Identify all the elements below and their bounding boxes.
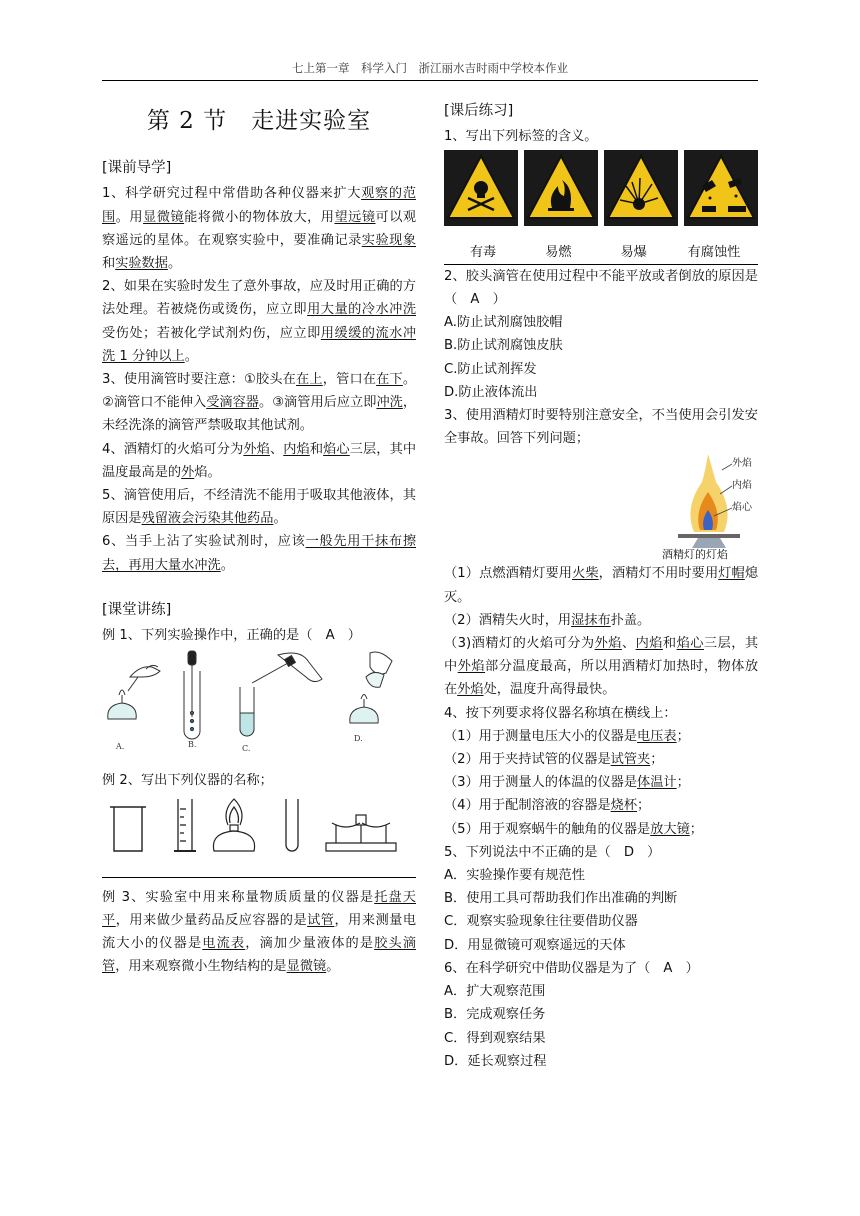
question-4: 4、酒精灯的火焰可分为外焰、内焰和焰心三层，其中温度最高是的外焰。 (102, 441, 417, 480)
q4-item-2: （2）用于夹持试管的仪器是试管夹； (444, 752, 664, 768)
hazard-sign-answers (444, 241, 758, 265)
q6-option-d: D．延长观察过程 (444, 1053, 547, 1069)
balance-scale-icon (326, 815, 396, 851)
q2-option-d: D.防止液体流出 (444, 384, 538, 400)
operation-a-figure (108, 666, 160, 720)
hw-question-3-1: （1）点燃酒精灯要用火柴，酒精灯不用时要用灯帽熄灭。 (444, 566, 759, 605)
lab-operations-figure (102, 647, 416, 757)
beaker-icon (110, 807, 146, 851)
graduated-cylinder-icon (174, 799, 196, 851)
option-a-label: A. (116, 742, 125, 752)
example-2: 例 2、写出下列仪器的名称； (102, 773, 273, 789)
sign-answer-corrosive: 有腐蚀性 (687, 244, 741, 260)
q4-item-4: （4）用于配制溶液的容器是烧杯； (444, 798, 651, 814)
q5-option-c: C．观察实验现象往往要借助仪器 (444, 914, 638, 930)
page-header: 七上第一章 科学入门 浙江丽水吉时雨中学校本作业 (292, 61, 568, 75)
question-3: 3、使用滴管时要注意：①胶头在在上，管口在在下。②滴管口不能伸入受滴容器。③滴管用后应立即冲洗，未经洗涤的滴管严禁吸取其他试剂。 (102, 372, 417, 434)
question-5: 5、滴管使用后，不经清洗不能用于吸取其他液体，其原因是残留液会污染其他药品。 (102, 488, 416, 527)
flame-label-core: 焰心 (732, 502, 752, 514)
question-6: 6、当手上沾了实验试剂时，应该一般先用干抹布擦去，再用大量水冲洗。 (102, 534, 417, 573)
hw-question-2: 2、胶头滴管在使用过程中不能平放或者倒放的原因是（ A ） (444, 268, 758, 308)
answer-blank-line (102, 877, 416, 878)
pre-study-heading: [课前导学] (102, 160, 172, 177)
flame-caption: 酒精灯的灯焰 (662, 548, 728, 562)
q2-option-b: B.防止试剂腐蚀皮肤 (444, 338, 563, 354)
option-b-label: B. (188, 740, 197, 750)
sign-answer-explosive: 易爆 (620, 244, 647, 260)
hw-question-6: 6、在科学研究中借助仪器是为了（ A ） (444, 960, 699, 976)
header-rule (102, 80, 758, 81)
instruments-figure (102, 793, 416, 863)
q4-item-1: （1）用于测量电压大小的仪器是电压表； (444, 728, 690, 744)
flame-figure (444, 450, 758, 562)
example-1: 例 1、下列实验操作中，正确的是（ A ） (102, 628, 361, 644)
test-tube-icon (286, 799, 298, 851)
hw-question-3: 3、使用酒精灯时要特别注意安全，不当使用会引发安全事故。回答下列问题； (444, 408, 758, 447)
option-d-label: D. (354, 734, 363, 744)
q4-item-3: （3）用于测量人的体温的仪器是体温计； (444, 775, 690, 791)
class-practice-heading: [课堂讲练] (102, 601, 172, 618)
question-1: 1、科学研究过程中常借助各种仪器来扩大观察的范围。用显微镜能将微小的物体放大，用望远镜可以观察遥远的星体。在观察实验中，要准确记录实验现象和实验数据。 (102, 186, 417, 272)
alcohol-lamp-icon (213, 799, 254, 851)
corrosive-sign-icon (684, 150, 758, 226)
q5-option-d: D．用显微镜可观察遥远的天体 (444, 937, 626, 953)
sign-answer-toxic: 有毒 (469, 244, 497, 260)
q6-option-a: A．扩大观察范围 (444, 984, 546, 1000)
hw-question-1: 1、写出下列标签的含义。 (444, 129, 598, 145)
operation-c-figure (240, 653, 322, 736)
section-title: 第 2 节 走进实验室 (146, 108, 372, 134)
q6-option-b: B．完成观察任务 (444, 1007, 546, 1023)
q6-option-c: C．得到观察结果 (444, 1030, 546, 1046)
hw-question-3-2: （2）酒精失火时，用湿抹布扑盖。 (444, 612, 651, 628)
hw-question-3-3: （3)酒精灯的火焰可分为外焰、内焰和焰心三层，其中外焰部分温度最高，所以用酒精灯加热时，物体放在外焰处，温度升高得最快。 (444, 636, 759, 698)
q2-option-c: C.防止试剂挥发 (444, 361, 537, 377)
operation-b-figure (184, 651, 200, 739)
q5-option-b: B．使用工具可帮助我们作出准确的判断 (444, 891, 678, 907)
question-2: 2、如果在实验时发生了意外事故，应及时用正确的方法处理。若被烧伤或烫伤，应立即用大量的冷水冲洗受伤处；若被化学试剂灼伤，应立即用缓缓的流水冲洗 1 分钟以上。 (102, 279, 417, 364)
left-column (102, 100, 416, 979)
hazard-signs (444, 148, 758, 228)
right-column (444, 100, 758, 1073)
example-3: 例 3、实验室中用来称量物质质量的仪器是托盘天平，用来做少量药品反应容器的是试管，用来测量电流大小的仪器是电流表，滴加少量液体的是胶头滴管，用来观察微小生物结构的是显微镜。 (102, 889, 417, 975)
homework-heading: [课后练习] (444, 103, 514, 119)
option-c-label: C. (242, 744, 251, 754)
hw-question-5: 5、下列说法中不正确的是（ D ） (444, 844, 661, 860)
explosive-sign-icon (604, 150, 678, 226)
toxic-sign-icon (444, 150, 518, 226)
sign-answer-flammable: 易燃 (545, 244, 572, 260)
flame-label-inner: 内焰 (732, 480, 752, 492)
q4-item-5: （5）用于观察蜗牛的触角的仪器是放大镜； (444, 821, 703, 837)
flame-diagram-icon (658, 450, 758, 562)
hw-question-4: 4、按下列要求将仪器名称填在横线上： (444, 705, 677, 721)
operation-d-figure (350, 652, 392, 723)
flame-label-outer: 外焰 (732, 458, 752, 470)
q2-option-a: A.防止试剂腐蚀胶帽 (444, 315, 563, 331)
flammable-sign-icon (524, 150, 598, 226)
q5-option-a: A．实验操作要有规范性 (444, 868, 585, 884)
